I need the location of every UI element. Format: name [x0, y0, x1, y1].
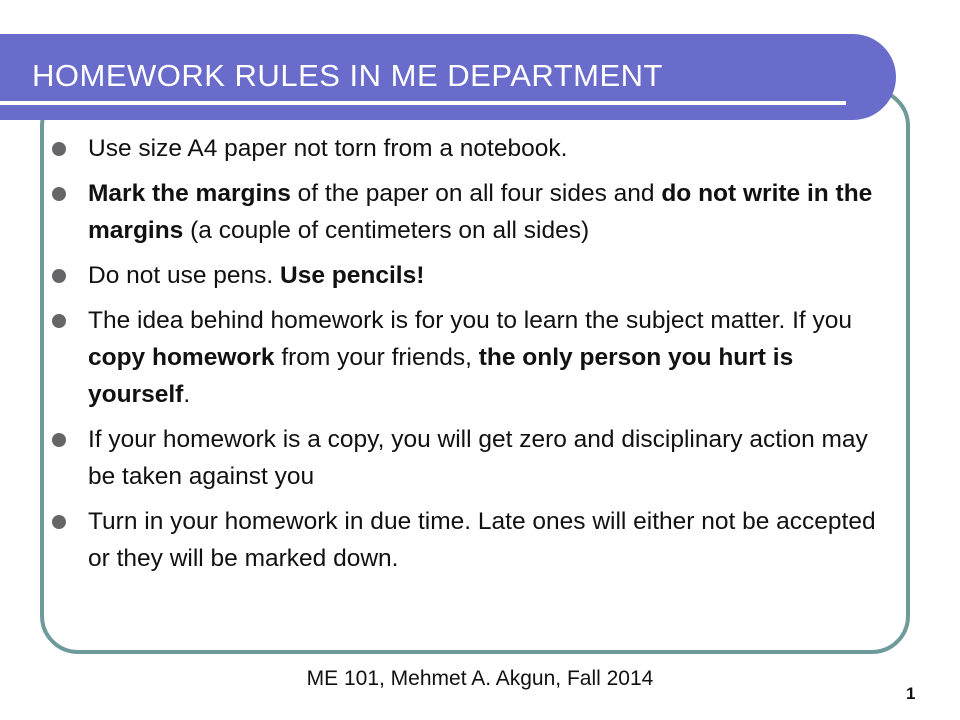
bullet-text: Turn in your homework in due time. Late ones will either not be accepted or they will be marked down.: [88, 508, 876, 572]
bullet-dot-icon: [52, 187, 66, 201]
bullet-text: from your friends,: [274, 344, 479, 371]
bullet-item: [52, 503, 878, 577]
bullet-item: [52, 421, 878, 495]
page-number: 1: [906, 684, 916, 703]
bullet-list: [52, 130, 878, 585]
title-underline: [0, 101, 846, 105]
bullet-text: of the paper on all four sides and: [290, 180, 662, 207]
bullet-bold-text: Mark the margins: [88, 180, 291, 207]
bullet-bold-text: do not write in the margins: [88, 180, 873, 244]
bullet-item: [52, 302, 878, 413]
bullet-dot-icon: [52, 433, 66, 447]
bullet-dot-icon: [52, 515, 66, 529]
bullet-dot-icon: [52, 269, 66, 283]
bullet-text: (a couple of centimeters on all sides): [183, 217, 590, 244]
bullet-text: If your homework is a copy, you will get zero and disciplinary action may be taken against you: [88, 426, 868, 490]
bullet-text: .: [183, 381, 191, 408]
bullet-item: [52, 175, 878, 249]
bullet-item: [52, 257, 878, 294]
bullet-bold-text: Use pencils!: [280, 262, 425, 289]
bullet-dot-icon: [52, 142, 66, 156]
bullet-bold-text: copy homework: [88, 344, 275, 371]
bullet-text: Use size A4 paper not torn from a notebook.: [88, 135, 568, 162]
slide-footer: ME 101, Mehmet A. Akgun, Fall 2014: [306, 667, 654, 690]
bullet-dot-icon: [52, 314, 66, 328]
bullet-bold-text: the only person you hurt is yourself: [88, 344, 794, 408]
bullet-text: Do not use pens.: [88, 262, 281, 289]
slide-title: HOMEWORK RULES IN ME DEPARTMENT: [32, 58, 663, 93]
bullet-item: [52, 130, 878, 167]
bullet-text: The idea behind homework is for you to learn the subject matter. If you: [88, 307, 852, 334]
